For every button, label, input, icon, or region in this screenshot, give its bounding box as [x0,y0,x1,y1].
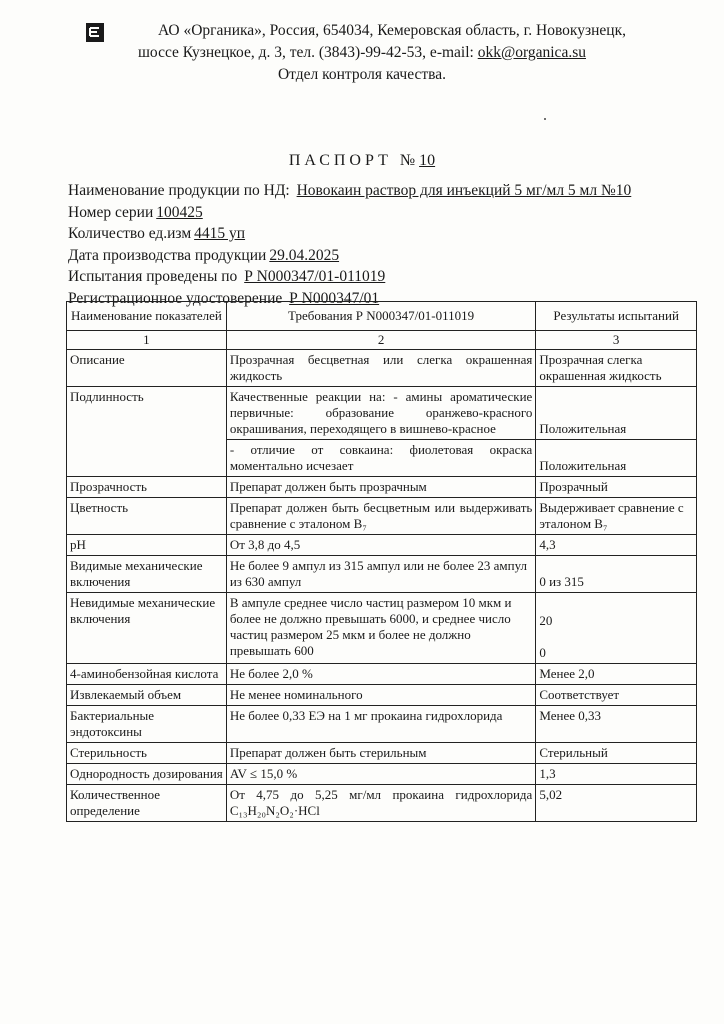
meta-product [68,180,631,202]
text-table-rows-2-name: Прозрачность [67,477,227,498]
text-table-rows-4-res: 4,3 [536,535,697,556]
table-row [67,593,697,664]
text-table-rows-1-name: Подлинность [67,387,227,477]
text-header-line2_prefix: шоссе Кузнецкое, д. 3, тел. (3843)-99-42-53, e-mail: [138,44,478,61]
text-table-rows-3-res: Выдерживает сравнение с эталоном B₇ [536,498,697,535]
text-table-rows-1-res: Положительная [536,387,697,440]
table-row [67,785,697,822]
text-table-rows-2-res: Прозрачный [536,477,697,498]
header-line-3: Отдел контроля качества. [277,66,447,83]
passport-number: 10 [419,152,436,169]
text-table-rows-7-res: Менее 2,0 [536,664,697,685]
table-row [67,764,697,785]
text-meta-tests_value: Р N000347/01-011019 [244,268,386,285]
text-table-rows-11-name: Однородность дозирования [67,764,227,785]
text-table-rows-8-res: Соответствует [536,685,697,706]
text-table-col_numbers-1: 2 [226,331,536,350]
table-row [67,477,697,498]
email-link[interactable]: okk@organica.su [477,44,586,61]
text-table-rows-10-req: Препарат должен быть стерильным [226,743,536,764]
text-table-rows-11-res: 1,3 [536,764,697,785]
text-meta-date_label: Дата производства продукции [68,246,267,264]
table-row [67,387,697,440]
meta-qty [68,223,631,245]
text-meta-tests_label: Испытания проведены по [68,268,238,285]
text-table-rows-8-req: Не менее номинального [226,685,536,706]
text-meta-qty_value: 4415 уп [194,225,246,242]
text-table-rows-6-name: Невидимые механические включения [67,593,227,664]
text-table-rows-5-req: Не более 9 ампул из 315 ампул или не более 23 ампул из 630 ампул [226,556,536,593]
passport-title [0,152,724,170]
text-table-col_numbers-2: 3 [536,331,697,350]
table-row [67,535,697,556]
speck [544,118,546,120]
text-meta-reg_label: Регистрационное удостоверение [68,289,283,307]
text-table-rows-3-name: Цветность [67,498,227,535]
text-meta-reg_value: Р N000347/01 [289,289,380,307]
table-row [67,498,697,535]
text-table-rows-11-req: AV ≤ 15,0 % [226,764,536,785]
header-line-2 [0,42,724,64]
text-table-rows-12-res: 5,02 [536,785,697,822]
text-meta-product_label: Наименование продукции по НД: [68,182,290,199]
text-table-rows-12-name: Количественное определение [67,785,227,822]
table-header-row [67,302,697,331]
text-table-rows-9-req: Не более 0,33 ЕЭ на 1 мг прокаина гидрохлорида [226,706,536,743]
meta-tests [68,266,631,288]
invisible-inclusions-results [536,593,697,664]
col-header-1: Наименование показателей [67,302,227,331]
text-meta-date_value: 29.04.2025 [269,246,340,264]
text-table-rows-10-res: Стерильный [536,743,697,764]
meta-date [68,245,631,267]
text-table-rows-2-req: Препарат должен быть прозрачным [226,477,536,498]
text-table-rows-1-req2: - отличие от совкаина: фиолетовая окраска моментально исчезает [226,440,536,477]
table-row [67,706,697,743]
text-meta-series_value: 100425 [156,203,203,221]
text-meta-product_value: Новокаин раствор для инъекций 5 мг/мл 5 мл №10 [296,182,632,199]
text-table-rows-10-name: Стерильность [67,743,227,764]
table-row [67,556,697,593]
col-header-3: Результаты испытаний [536,302,697,331]
text-table-rows-4-name: pH [67,535,227,556]
text-table-rows-4-req: От 3,8 до 4,5 [226,535,536,556]
col-header-2: Требования Р N000347/01-011019 [226,302,536,331]
text-meta-qty_label: Количество ед.изм [68,225,192,242]
table-row [67,350,697,387]
text-table-rows-6-res_b: 0 [539,645,546,660]
text-table-rows-0-req: Прозрачная бесцветная или слегка окрашенная жидкость [226,350,536,387]
product-meta [68,180,631,309]
text-title-label: ПАСПОРТ № [288,152,420,169]
table-row [67,685,697,706]
text-table-rows-9-name: Бактериальные эндотоксины [67,706,227,743]
text-table-rows-5-res: 0 из 315 [536,556,697,593]
company-header [0,20,724,86]
table-row [67,664,697,685]
text-table-rows-0-name: Описание [67,350,227,387]
text-table-rows-6-req: В ампуле среднее число частиц размером 10 мкм и более не должно превышать 6000, и среднее число частиц размером 25 мкм и более не должно превышать 600 [226,593,536,664]
text-table-rows-8-name: Извлекаемый объем [67,685,227,706]
header-line-1: АО «Органика», Россия, 654034, Кемеровская область, г. Новокузнецк, [157,22,626,39]
text-table-rows-9-res: Менее 0,33 [536,706,697,743]
text-table-rows-6-res: 20 [539,613,553,628]
text-table-col_numbers-0: 1 [67,331,227,350]
text-table-rows-5-name: Видимые механические включения [67,556,227,593]
text-table-rows-7-req: Не более 2,0 % [226,664,536,685]
text-table-rows-1-res2: Положительная [536,440,697,477]
text-table-rows-1-req: Качественные реакции на: - амины ароматические первичные: образование оранжево-красного окрашивания, переходящего в вишнево-красное [226,387,536,440]
table-row [67,743,697,764]
col-number-row [67,331,697,350]
text-table-rows-3-req: Препарат должен быть бесцветным или выдерживать сравнение с эталоном B₇ [226,498,536,535]
text-table-rows-0-res: Прозрачная слегка окрашенная жидкость [536,350,697,387]
text-table-rows-12-req: От 4,75 до 5,25 мг/мл прокаина гидрохлорида C₁₃H₂₀N₂O₂·HCl [226,785,536,822]
meta-series [68,202,631,224]
results-table [66,301,697,822]
text-table-rows-7-name: 4-аминобензойная кислота [67,664,227,685]
text-meta-series_label: Номер серии [68,203,154,221]
